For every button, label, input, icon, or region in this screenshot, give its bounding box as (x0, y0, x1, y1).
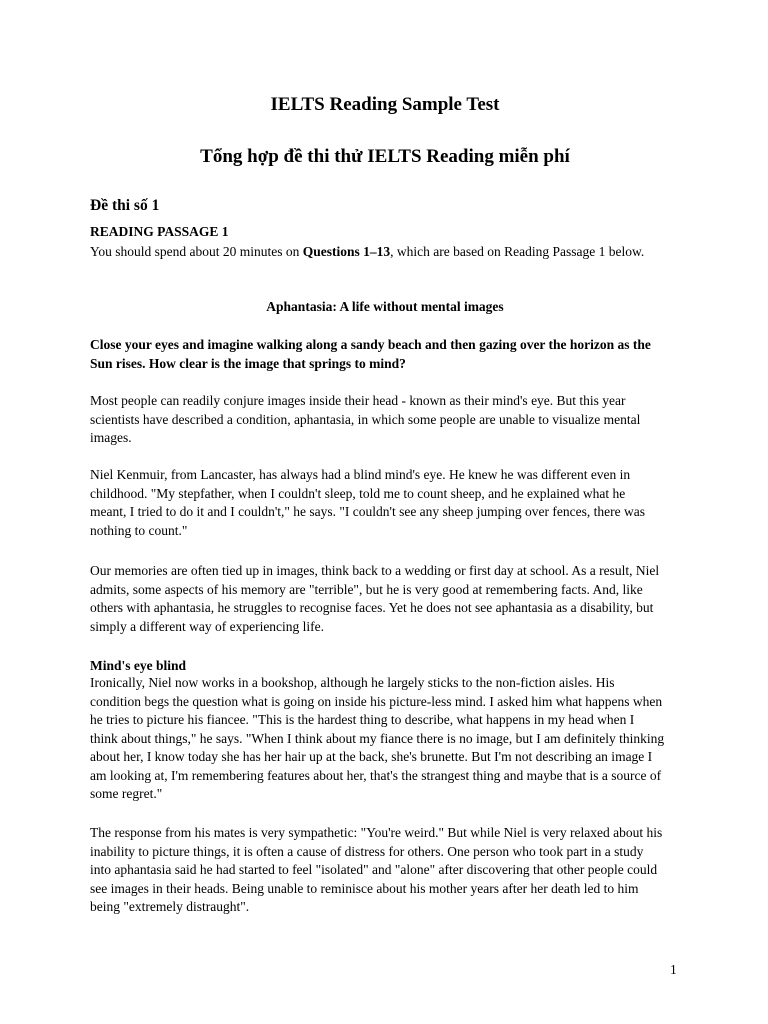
paragraph-line: think about things," he says. "When I think about my fiance there is no image, but I am definitely thinking (90, 730, 665, 746)
intro-line: Sun rises. How clear is the image that springs to mind? (90, 355, 406, 371)
passage-title: Aphantasia: A life without mental images (266, 299, 504, 314)
paragraph-line: The response from his mates is very sympathetic: "You're weird." But while Niel is very relaxed about his (90, 825, 663, 840)
paragraph-line: inability to picture things, it is often a cause of distress for others. One person who took part in a study (90, 843, 644, 859)
paragraph-line: scientists have described a condition, aphantasia, in which some people are unable to visualize mental (90, 411, 641, 427)
paragraph-line: into aphantasia said he had started to feel "isolated" and "alone" after discovering that other people could (90, 862, 658, 877)
paragraph-line: others with aphantasia, he struggles to recognise faces. Yet he does not see aphantasia as a disability, but (90, 600, 654, 615)
paragraph-line: simply a different way of experiencing life. (90, 618, 325, 634)
paragraph-line: Most people can readily conjure images inside their head - known as their mind's eye. But this year (90, 393, 626, 408)
paragraph-line: admits, some aspects of his memory are "terrible", but he is very good at remembering facts. And, like (90, 581, 643, 597)
paragraph-line: meant, I tried to do it and I couldn't," he says. "I couldn't see any sheep jumping over fences, there was (90, 504, 645, 519)
paragraph-line: he tries to picture his fiancee. "This is the hardest thing to describe, what happens in my head when I (90, 712, 635, 727)
paragraph-4 (90, 674, 680, 804)
document-subtitle: Tổng hợp đề thi thử IELTS Reading miễn phí (200, 146, 570, 167)
page-number: 1 (670, 962, 677, 977)
document-page (90, 0, 680, 1024)
paragraph-line: about her, I know today she has her hair up at the back, she's brunette. But I'm not describing an image I (90, 749, 653, 764)
intro-paragraph (90, 336, 680, 373)
instruction-after: , which are based on Reading Passage 1 below. (390, 244, 645, 259)
paragraph-line: Ironically, Niel now works in a bookshop, although he largely sticks to the non-fiction aisles. His (90, 675, 615, 690)
paragraph-line: am looking at, I'm remembering features about her, that's the strangest thing and maybe that is a source of (90, 767, 662, 783)
paragraph-line: images. (90, 430, 132, 445)
exam-label: Đề thi số 1 (90, 197, 160, 214)
paragraph-5 (90, 824, 680, 917)
paragraph-line: childhood. "My stepfather, when I couldn't sleep, told me to count sheep, and he explained what he (90, 485, 626, 501)
paragraph-line: condition begs the question what is going on inside his picture-less mind. I asked him what happens when (90, 693, 663, 709)
paragraph-line: being "extremely distraught". (90, 899, 250, 914)
document-title: IELTS Reading Sample Test (270, 94, 500, 115)
paragraph-line: nothing to count." (90, 522, 188, 538)
section-heading: Mind's eye blind (90, 658, 187, 673)
paragraph-line: some regret." (90, 786, 163, 801)
instruction-text (90, 242, 680, 261)
passage-label: READING PASSAGE 1 (90, 224, 229, 239)
instruction-questions: Questions 1–13 (302, 244, 391, 259)
paragraph-line: Niel Kenmuir, from Lancaster, has always had a blind mind's eye. He knew he was different even in (90, 467, 631, 482)
paragraph-line: see images in their heads. Being unable to reminisce about his mother years after her death led to him (90, 880, 639, 896)
paragraph-2 (90, 466, 680, 540)
paragraph-line: Our memories are often tied up in images, think back to a wedding or first day at school. As a result, Niel (90, 563, 660, 578)
paragraph-3 (90, 562, 680, 636)
intro-line: Close your eyes and imagine walking along a sandy beach and then gazing over the horizon as the (90, 337, 651, 352)
paragraph-1 (90, 392, 680, 448)
instruction-before: You should spend about 20 minutes on (90, 244, 303, 259)
